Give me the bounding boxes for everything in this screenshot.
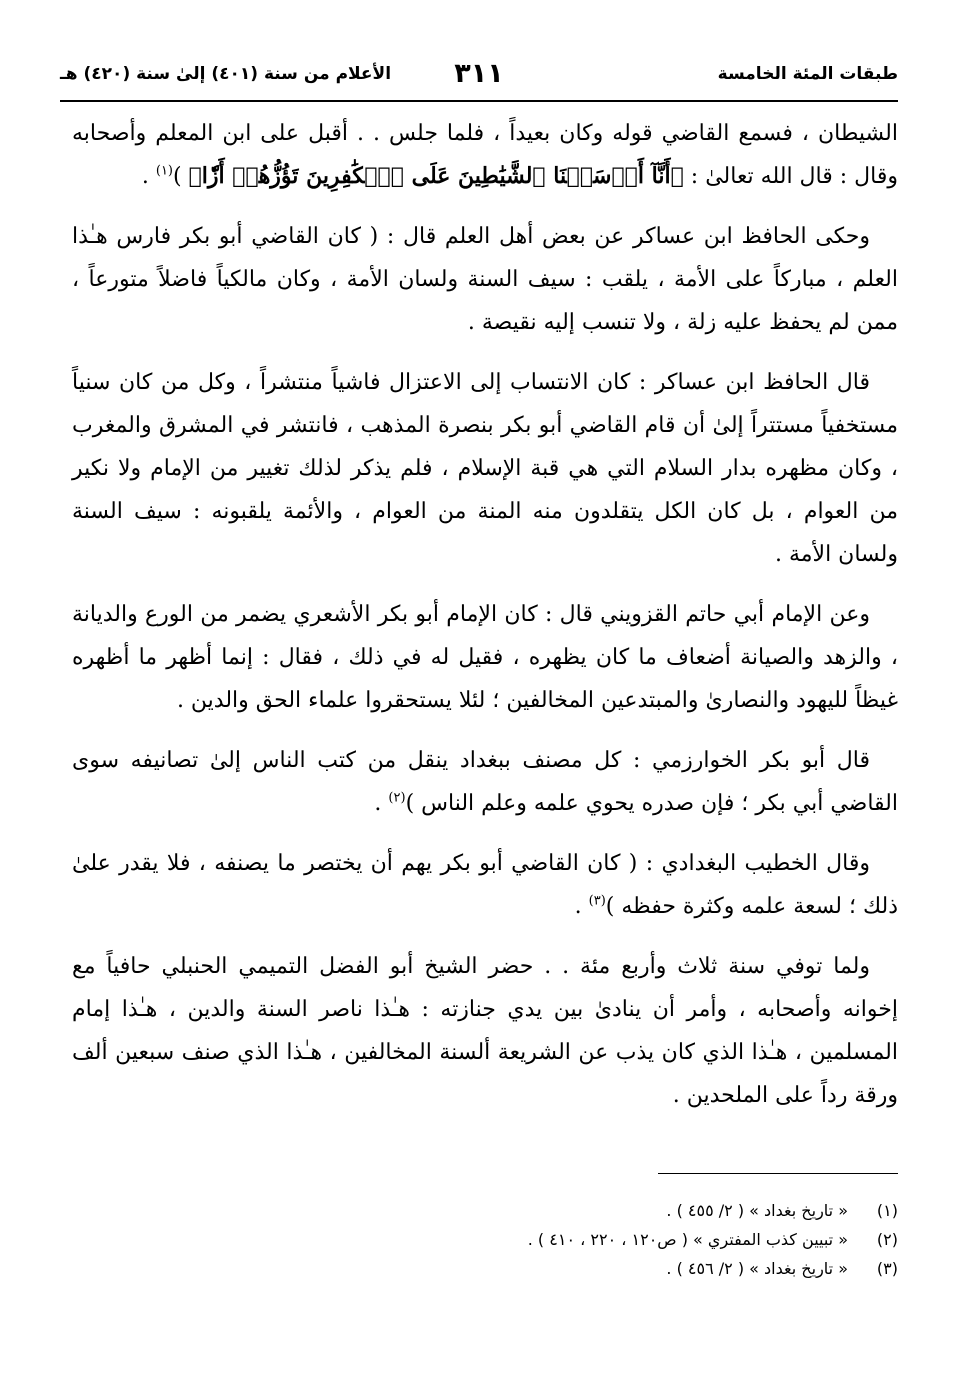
footnote-number: (٢) [876, 1230, 898, 1249]
footnote-1 [300, 1196, 898, 1225]
main-text [72, 112, 898, 1134]
paragraph-5 [72, 739, 898, 825]
paragraph-6-text: وقال الخطيب البغدادي : ( كان القاضي أبو بكر يهم أن يختصر ما يصنفه ، فلا يقدر علىٰ ذلك ؛ لسعة علمه وكثرة حفظه ) [72, 851, 898, 919]
paragraph-3: قال الحافظ ابن عساكر : كان الانتساب إلى الاعتزال فاشياً منتشراً ، وكل من كان سنياً مستخفياً مستتراً إلىٰ أن قام القاضي أبو بكر بنصرة المذهب ، فانتشر في المشرق والمغرب ، وكان مظهره بدار السلام التي هي قبة الإسلام ، فلم يذكر لذلك تغيير من الإمام ولا نكير من العوام ، بل كان الكل يتقلدون منه المنة من العوام ، والأئمة يلقبونه : سيف السنة ولسان الأمة . [72, 370, 898, 567]
footnote-ref-3[interactable]: (٣) [588, 893, 606, 909]
footnote-text: « تاريخ بغداد » ( ٢/ ٤٥٦ ) . [666, 1259, 848, 1278]
paragraph-6-end: . [574, 894, 589, 919]
footnote-number: (١) [876, 1201, 898, 1220]
header-divider [60, 100, 898, 102]
footnote-ref-1[interactable]: (١) [155, 163, 173, 179]
footnote-text: « تاريخ بغداد » ( ٢/ ٤٥٥ ) . [666, 1201, 848, 1220]
paragraph-7: ولما توفي سنة ثلاث وأربع مئة . . حضر الشيخ أبو الفضل التميمي الحنبلي حافياً مع إخوانه وأصحابه ، وأمر أن ينادىٰ بين يدي جنازته : هـٰذا ناصر السنة والدين ، هـٰذا إمام المسلمين ، هـٰذا الذي كان يذب عن الشريعة ألسنة المخالفين ، هـٰذا الذي صنف سبعين ألف ورقة رداً على الملحدين . [72, 954, 898, 1108]
paragraph-6 [72, 842, 898, 928]
footnote-divider [658, 1173, 898, 1174]
paragraph-1-text: الشيطان ، فسمع القاضي قوله وكان بعيداً ، فلما جلس . . أقبل على ابن المعلم وأصحابه وقال : قال الله تعالىٰ : [72, 121, 898, 189]
quran-verse: ﴿أَنَّآ أَرۡسَلۡنَا ٱلشَّيَٰطِينَ عَلَى ٱلۡكَٰفِرِينَ تَؤُزُّهُمۡ أَزّٗا﴾ [188, 163, 684, 189]
footnote-3 [300, 1254, 898, 1283]
paragraph-5-end: . [374, 791, 389, 816]
paragraph-1 [72, 112, 898, 198]
paragraph-2: وحكى الحافظ ابن عساكر عن بعض أهل العلم قال : ( كان القاضي أبو بكر فارس هـٰذا العلم ، مباركاً على الأمة ، يلقب : سيف السنة ولسان الأمة ، وكان مالكياً فاضلاً متورعاً ، ممن لم يحفظ عليه زلة ، ولا تنسب إليه نقيصة . [72, 224, 898, 335]
footnote-number: (٣) [876, 1259, 898, 1278]
page-header [60, 58, 898, 94]
section-title: الأعلام من سنة (٤٠١) إلىٰ سنة (٤٢٠) هـ [60, 64, 392, 84]
paragraph-4: وعن الإمام أبي حاتم القزويني قال : كان الإمام أبو بكر الأشعري يضمر من الورع والديانة ، والزهد والصيانة أضعاف ما كان يظهره ، فقيل له في ذلك ، فقال : إنما أظهر ما أظهره غيظاً لليهود والنصارىٰ والمبتدعين المخالفين ؛ لئلا يستحقروا علماء الحق والدين . [72, 602, 898, 713]
page-number: ٣١١ [454, 58, 504, 89]
footnotes [300, 1196, 898, 1283]
paragraph-1-end: . [141, 164, 156, 189]
footnote-2 [300, 1225, 898, 1254]
footnote-text: « تبيين كذب المفتري » ( ص١٢٠ ، ٢٢٠ ، ٤١٠ ) . [527, 1230, 848, 1249]
footnote-ref-2[interactable]: (٢) [388, 790, 406, 806]
paragraph-1-close: ) [173, 164, 189, 189]
paragraph-5-text: قال أبو بكر الخوارزمي : كل مصنف ببغداد ينقل من كتب الناس إلىٰ تصانيفه سوى القاضي أبي بكر ؛ فإن صدره يحوي علمه وعلم الناس ) [72, 748, 898, 816]
chapter-title: طبقات المئة الخامسة [717, 64, 898, 84]
